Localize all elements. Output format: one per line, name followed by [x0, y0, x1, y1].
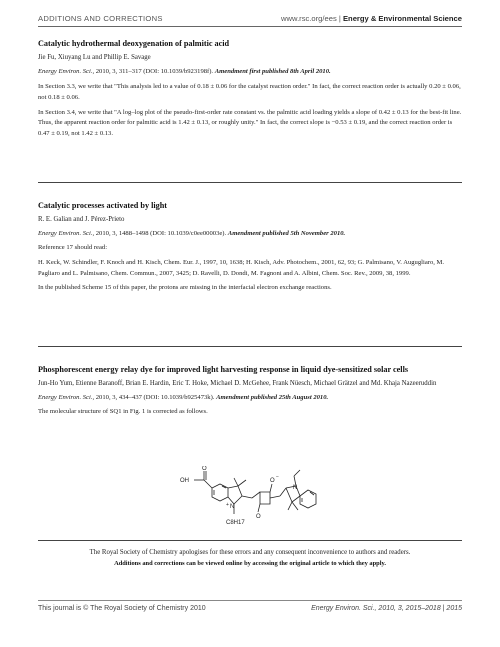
- octyl-chain-label: C8H17: [226, 520, 245, 526]
- page-citation: Energy Environ. Sci., 2010, 3, 2015–2018 | 2015: [311, 605, 462, 612]
- article-authors: R. E. Galian and J. Pérez-Prieto: [38, 216, 125, 223]
- citation-amendment: Amendment published 25th August 2010.: [216, 394, 329, 401]
- article-title: Catalytic hydrothermal deoxygenation of palmitic acid: [38, 39, 230, 48]
- article-citation: [38, 393, 462, 403]
- header-rule: [38, 26, 462, 27]
- correction-paragraph: The molecular structure of SQ1 in Fig. 1 is corrected as follows.: [38, 408, 208, 415]
- hydroxyl-label: OH: [180, 478, 189, 484]
- online-access-note: Additions and corrections can be viewed online by accessing the original article to which they apply.: [114, 560, 386, 567]
- citation-amendment: Amendment first published 8th April 2010.: [214, 68, 331, 75]
- correction-article-2: [38, 200, 462, 294]
- journal-name: Energy & Environmental Science: [342, 14, 462, 23]
- indolium-nitrogen-label: N: [230, 504, 235, 510]
- section-divider: [38, 540, 462, 541]
- citation-amendment: Amendment published 5th November 2010.: [227, 230, 346, 237]
- correction-paragraph: In Section 3.3, we write that "This analysis led to a value of 0.18 ± 0.06 for the catalyst reaction order." In fact, the correct reaction order is actually 0.20 ± 0.06, not 0.18 ± 0.06.: [38, 83, 461, 101]
- article-divider: [38, 182, 462, 183]
- citation-details[interactable]: , 2010, 3, 434–437 (DOI: 10.1039/b925473k).: [92, 394, 215, 401]
- article-divider: [38, 346, 462, 347]
- errata-footnote: [38, 547, 462, 569]
- copyright-notice: This journal is © The Royal Society of Chemistry 2010: [38, 605, 206, 612]
- header-separator: |: [338, 14, 341, 23]
- footer-rule: [38, 600, 462, 601]
- article-title: Catalytic processes activated by light: [38, 201, 168, 210]
- journal-url[interactable]: www.rsc.org/ees: [281, 14, 337, 23]
- correction-paragraph: In Section 3.4, we write that "A log–log plot of the pseudo-first-order rate constant vs. the palmitic acid loading yields a slope of 0.42 ± 0.13 for the best-fit line. Thus, the apparent reaction order for palmitic acid is 1.42 ± 0.13, or roughly unity." In fact, the correct slope is −0.53 ± 0.19, and the correct reaction order is 0.47 ± 0.19, not 1.42 ± 0.13.: [38, 108, 462, 138]
- citation-journal: Energy Environ. Sci.: [38, 68, 93, 75]
- article-citation: [38, 67, 462, 77]
- oxide-charge-label: −: [276, 474, 279, 480]
- correction-paragraph: Reference 17 should read:: [38, 244, 108, 251]
- article-authors: Jun-Ho Yum, Etienne Baranoff, Brian E. Hardin, Eric T. Hoke, Michael D. McGehee, Frank Nüesch, Michael Grätzel and Md. Khaja Nazeeruddin: [38, 380, 437, 387]
- sq1-molecular-structure: [170, 466, 340, 534]
- header-right: [281, 14, 462, 23]
- reference-entry: H. Keck, W. Schindler, F. Knoch and H. Kisch, Chem. Eur. J., 1997, 10, 1638; H. Kisch, Adv. Photochem., 2001, 62, 93; G. Palmisano, V. Augugliaro, M. Pagliaro and L. Palmisano, Chem. Commun., 2007, 3425; D. Ravelli, D. Dondi, M. Fagnoni and A. Albini, Chem. Soc. Rev., 2009, 38, 1999.: [38, 258, 445, 277]
- citation-journal: Energy Environ. Sci.: [38, 394, 93, 401]
- positive-charge-label: +: [226, 502, 229, 508]
- correction-paragraph: In the published Scheme 15 of this paper, the protons are missing in the interfacial electron exchange reactions.: [38, 284, 332, 292]
- article-authors: Jie Fu, Xiuyang Lu and Phillip E. Savage: [38, 54, 151, 61]
- running-header: [38, 12, 462, 26]
- carbonyl-oxygen-label: O: [202, 466, 207, 472]
- article-citation: [38, 229, 462, 239]
- correction-article-3: [38, 364, 462, 418]
- citation-journal: Energy Environ. Sci.: [38, 230, 93, 237]
- apology-note: The Royal Society of Chemistry apologises for these errors and any consequent inconvenience to authors and readers.: [89, 549, 411, 556]
- article-title: Phosphorescent energy relay dye for improved light harvesting response in liquid dye-sensitized solar cells: [38, 365, 409, 374]
- citation-details[interactable]: , 2010, 3, 1488–1498 (DOI: 10.1039/c0ee00003e).: [92, 230, 227, 237]
- section-label: ADDITIONS AND CORRECTIONS: [38, 14, 163, 23]
- indoline-nitrogen-label: N: [293, 485, 298, 491]
- citation-details[interactable]: , 2010, 3, 311–317 (DOI: 10.1039/b923198f).: [92, 68, 214, 75]
- squaraine-oxygen-label: O: [270, 478, 275, 484]
- correction-article-1: [38, 38, 462, 140]
- squaraine-carbonyl-label: O: [256, 514, 261, 520]
